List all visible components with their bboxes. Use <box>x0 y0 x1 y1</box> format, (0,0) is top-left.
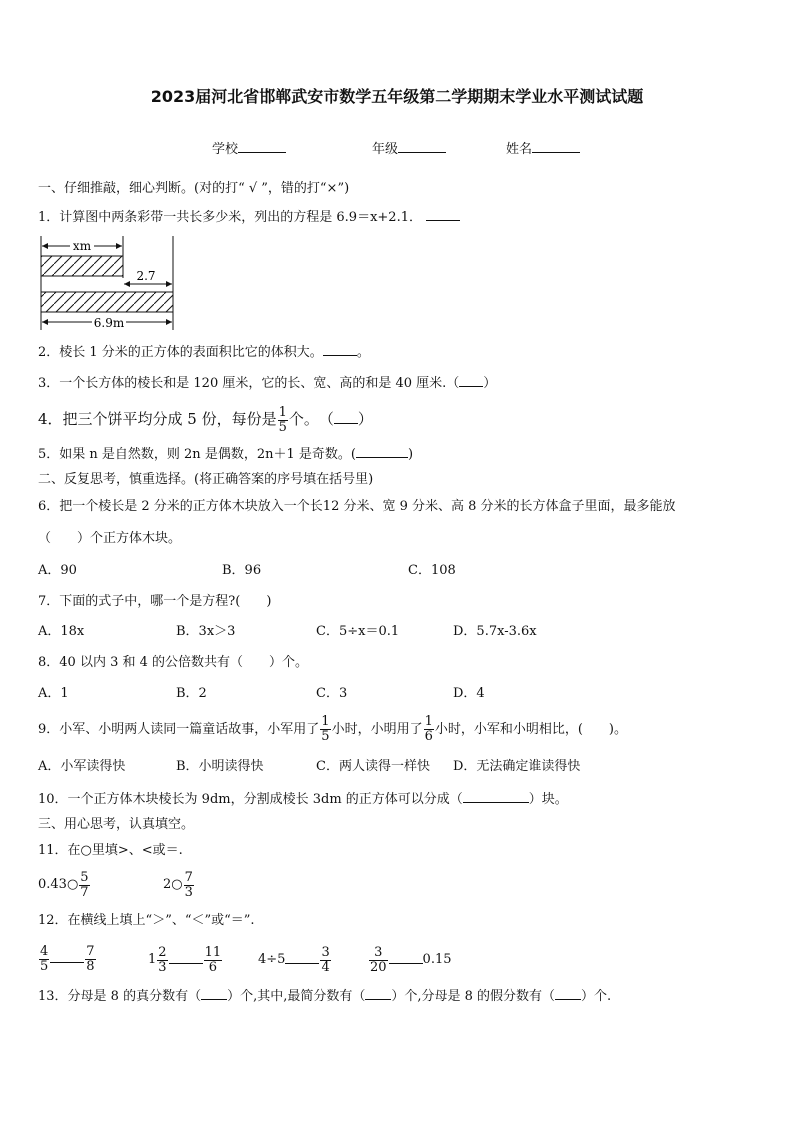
answer-blank[interactable] <box>426 208 460 221</box>
question-6-line-1: 6．把一个棱长是 2 分米的正方体木块放入一个长12 分米、宽 9 分米、高 8 分米的长方体盒子里面，最多能放 <box>38 499 676 514</box>
option-9b[interactable]: B．小明读得快 <box>176 759 264 774</box>
option-7c[interactable]: C．5÷x＝0.1 <box>316 624 400 639</box>
section-1-heading: 一、仔细推敲，细心判断。(对的打“ √ ”，错的打“×”) <box>38 181 350 196</box>
q11-expr-2[interactable]: 2○ $\frac{7}{3}$ <box>163 869 193 900</box>
section-3-heading: 三、用心思考，认真填空。 <box>38 817 195 832</box>
question-8: 8．40 以内 3 和 4 的公倍数共有（ ）个。 <box>38 655 309 670</box>
section-2-heading: 二、反复思考，慎重选择。(将正确答案的序号填在括号里) <box>38 472 374 487</box>
option-6c[interactable]: C．108 <box>408 563 456 578</box>
option-7a[interactable]: A．18x <box>38 624 85 639</box>
school-field[interactable]: 学校 <box>212 140 286 159</box>
label-xm: xm <box>72 239 92 253</box>
question-9: 9．小军、小明两人读同一篇童话故事，小军用了 $\frac{1}{5}$ 小时，小明用了 $\frac{1}{6}$ 小时，小军和小明相比，( )。 <box>38 714 628 744</box>
option-8c[interactable]: C．3 <box>316 686 348 701</box>
answer-blank[interactable] <box>334 411 358 424</box>
option-6b[interactable]: B．96 <box>222 563 262 578</box>
grade-field[interactable]: 年级 <box>372 140 446 159</box>
answer-blank[interactable] <box>365 987 391 1000</box>
q11-expr-1[interactable]: 0.43○ $\frac{5}{7}$ <box>38 869 89 900</box>
question-13: 13．分母是 8 的真分数有（ ）个,其中,最简分数有（ ）个,分母是 8 的假分数有（ ）个. <box>38 989 612 1004</box>
q12-expr-1[interactable]: $\frac{4}{5}$ $\frac{7}{8}$ <box>40 944 95 974</box>
option-8b[interactable]: B．2 <box>176 686 207 701</box>
option-9a[interactable]: A．小军读得快 <box>38 759 126 774</box>
answer-blank[interactable] <box>555 987 581 1000</box>
q12-expr-3[interactable]: 4÷5 $\frac{3}{4}$ <box>258 944 330 975</box>
question-5: 5．如果 n 是自然数，则 2n 是偶数，2n＋1 是奇数。( ) <box>38 447 414 462</box>
page-title: 2023届河北省邯郸武安市数学五年级第二学期期末学业水平测试试题 <box>150 87 644 106</box>
option-9d[interactable]: D．无法确定谁读得快 <box>453 759 581 774</box>
name-field[interactable]: 姓名 <box>506 140 580 159</box>
label-2-7: 2.7 <box>136 269 156 283</box>
answer-blank[interactable] <box>463 790 529 803</box>
option-7d[interactable]: D．5.7x-3.6x <box>453 624 537 639</box>
answer-blank[interactable] <box>201 987 227 1000</box>
question-3: 3．一个长方体的棱长和是 120 厘米，它的长、宽、高的和是 40 厘米.（ ） <box>38 376 497 391</box>
question-11: 11．在○里填>、<或＝. <box>38 843 183 858</box>
question-6-line-2: （ ）个正方体木块。 <box>38 531 182 546</box>
q12-expr-2[interactable]: 1 $\frac{2}{3}$ $\frac{11}{6}$ <box>148 944 222 975</box>
label-6-9m: 6.9m <box>93 316 125 330</box>
option-8a[interactable]: A．1 <box>38 686 69 701</box>
question-4: 4．把三个饼平均分成 5 份，每份是 $\frac{1}{5}$ 个。 （ ） <box>38 404 373 435</box>
answer-blank[interactable] <box>356 445 408 458</box>
question-10: 10．一个正方体木块棱长为 9dm，分割成棱长 3dm 的正方体可以分成（ ）块。 <box>38 792 568 807</box>
option-6a[interactable]: A．90 <box>38 563 77 578</box>
question-1: 1．计算图中两条彩带一共长多少米，列出的方程是 6.9＝x+2.1． <box>38 208 460 227</box>
answer-blank[interactable] <box>323 343 357 356</box>
question-7: 7．下面的式子中，哪一个是方程?( ) <box>38 594 272 609</box>
option-8d[interactable]: D．4 <box>453 686 485 701</box>
question-2: 2．棱长 1 分米的正方体的表面积比它的体积大。 。 <box>38 345 370 360</box>
question-12: 12．在横线上填上“＞”、“＜”或“＝”. <box>38 913 255 928</box>
q12-expr-4[interactable]: $\frac{3}{20}$ 0.15 <box>370 944 452 975</box>
answer-blank[interactable] <box>459 374 483 387</box>
option-7b[interactable]: B．3x＞3 <box>176 624 236 639</box>
ribbon-diagram <box>34 234 184 334</box>
option-9c[interactable]: C．两人读得一样快 <box>316 759 430 774</box>
